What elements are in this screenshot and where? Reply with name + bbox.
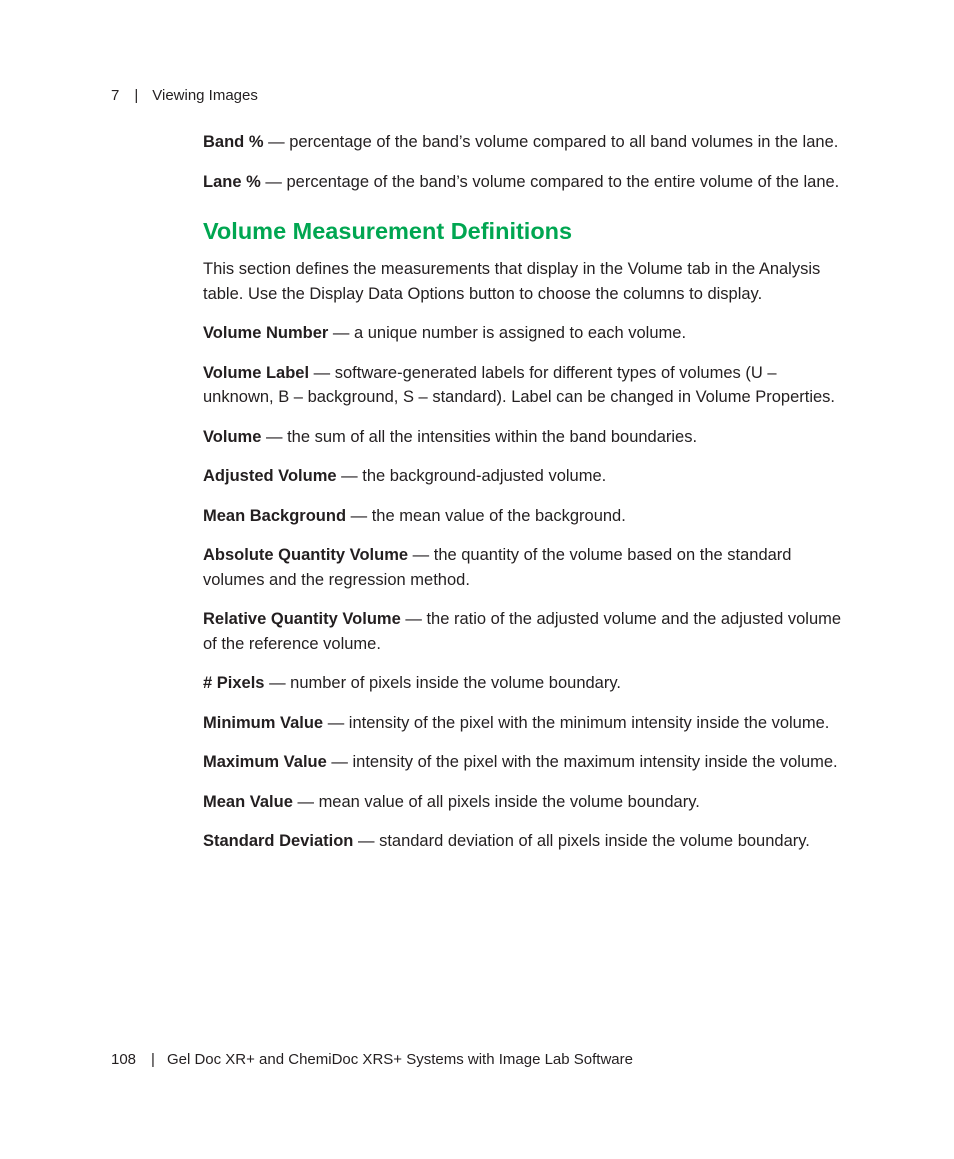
- em-dash: —: [332, 324, 350, 342]
- definition-text: number of pixels inside the volume boundary.: [290, 674, 621, 692]
- definition-maximum-value: [203, 750, 843, 775]
- definition-text: software-generated labels for different types of volumes (U – unknown, B – background, S – standard). Label can be changed in Volume Properties.: [203, 363, 835, 406]
- running-footer: [111, 1051, 633, 1069]
- definition-term: Volume Number: [203, 324, 329, 342]
- running-header: [111, 87, 258, 105]
- em-dash: —: [268, 133, 285, 151]
- book-title: Gel Doc XR+ and ChemiDoc XRS+ Systems with Image Lab Software: [166, 1051, 633, 1068]
- em-dash: —: [265, 172, 282, 191]
- definition-lane-percent: [203, 170, 843, 195]
- definition-term: Mean Background: [203, 506, 347, 525]
- definition-text: intensity of the pixel with the maximum intensity inside the volume.: [352, 753, 838, 771]
- section-intro: This section defines the measurements that display in the Volume tab in the Analysis table. Use the Display Data Options button to choose the columns to display.: [203, 260, 821, 303]
- definition-minimum-value: [203, 711, 843, 736]
- em-dash: —: [331, 753, 348, 771]
- em-dash: —: [327, 713, 345, 732]
- definition-term: Relative Quantity Volume: [203, 610, 401, 628]
- definition-mean-background: [203, 504, 843, 529]
- definition-band-percent: [203, 130, 843, 155]
- definition-text: intensity of the pixel with the minimum intensity inside the volume.: [348, 713, 830, 732]
- definition-text: standard deviation of all pixels inside the volume boundary.: [379, 832, 810, 850]
- definition-term: Volume: [203, 427, 262, 446]
- definition-term: Lane %: [203, 172, 261, 191]
- definition-text: percentage of the band’s volume compared to all band volumes in the lane.: [289, 133, 839, 151]
- em-dash: —: [297, 792, 314, 811]
- chapter-title: Viewing Images: [152, 87, 258, 104]
- definition-text: the mean value of the background.: [371, 506, 626, 525]
- definition-text: a unique number is assigned to each volume.: [353, 324, 687, 342]
- definition-pixels: [203, 671, 843, 696]
- definition-term: Band %: [203, 133, 264, 151]
- definition-term: Volume Label: [203, 363, 310, 382]
- em-dash: —: [405, 610, 422, 628]
- section-title: Volume Measurement Definitions: [203, 218, 573, 244]
- definition-volume-number: [203, 321, 843, 346]
- em-dash: —: [265, 427, 283, 446]
- definition-text: the sum of all the intensities within the band boundaries.: [287, 427, 698, 446]
- footer-separator: |: [151, 1051, 155, 1068]
- em-dash: —: [341, 467, 358, 485]
- definition-mean-value: [203, 790, 843, 815]
- definition-term: Adjusted Volume: [203, 467, 337, 485]
- definition-text: percentage of the band’s volume compared to the entire volume of the lane.: [286, 172, 840, 191]
- definition-adjusted-volume: [203, 464, 843, 489]
- chapter-number: 7: [111, 87, 120, 104]
- em-dash: —: [313, 363, 331, 382]
- definition-text: the ratio of the adjusted volume and the adjusted volume of the reference volume.: [203, 610, 842, 653]
- em-dash: —: [269, 674, 286, 692]
- definition-term: Maximum Value: [203, 753, 327, 771]
- em-dash: —: [412, 546, 430, 564]
- definition-term: Mean Value: [203, 792, 293, 811]
- definition-volume: [203, 425, 843, 450]
- definition-absolute-quantity-volume: [203, 543, 843, 592]
- definition-text: the background-adjusted volume.: [362, 467, 607, 485]
- em-dash: —: [357, 832, 375, 850]
- definition-text: mean value of all pixels inside the volume boundary.: [318, 792, 700, 811]
- definition-term: Standard Deviation: [203, 832, 354, 850]
- definition-relative-quantity-volume: [203, 607, 843, 656]
- em-dash: —: [350, 506, 368, 525]
- page-number: 108: [111, 1051, 137, 1068]
- definition-volume-label: [203, 361, 843, 410]
- definition-text: the quantity of the volume based on the standard volumes and the regression method.: [203, 546, 792, 589]
- definition-term: Absolute Quantity Volume: [203, 546, 409, 564]
- page-content: [203, 130, 843, 869]
- definition-term: Minimum Value: [203, 713, 324, 732]
- header-separator: |: [134, 87, 139, 104]
- definition-standard-deviation: [203, 829, 843, 854]
- definition-term: # Pixels: [203, 674, 265, 692]
